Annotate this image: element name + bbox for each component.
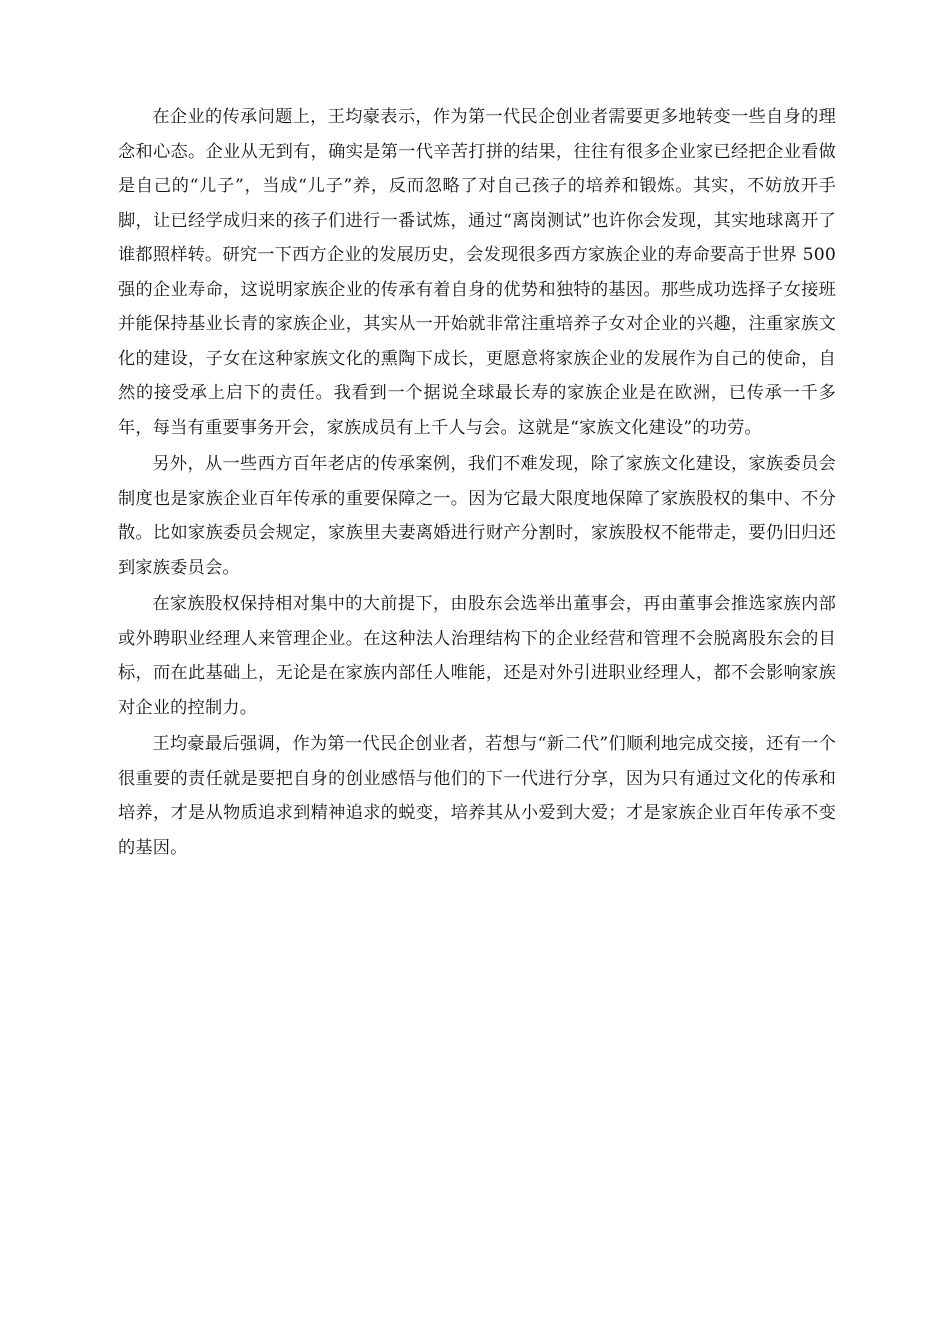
paragraph-2: 另外，从一些西方百年老店的传承案例，我们不难发现，除了家族文化建设，家族委员会制度也是家族企业百年传承的重要保障之一。因为它最大限度地保障了家族股权的集中、不分散。比如家族委员会规定，家族里夫妻离婚进行财产分割时，家族股权不能带走，要仍旧归还到家族委员会。: [118, 454, 836, 578]
paragraph-4: 王均豪最后强调，作为第一代民企创业者，若想与“新二代”们顺利地完成交接，还有一个很重要的责任就是要把自身的创业感悟与他们的下一代进行分享，因为只有通过文化的传承和培养，才是从物质追求到精神追求的蜕变，培养其从小爱到大爱；才是家族企业百年传承不变的基因。: [118, 734, 836, 858]
paragraph-1: 在企业的传承问题上，王均豪表示，作为第一代民企创业者需要更多地转变一些自身的理念和心态。企业从无到有，确实是第一代辛苦打拼的结果，往往有很多企业家已经把企业看做是自己的“儿子”，当成“儿子”养，反而忽略了对自己孩子的培养和锻炼。其实，不妨放开手脚，让已经学成归来的孩子们进行一番试炼，通过“离岗测试”也许你会发现，其实地球离开了谁都照样转。研究一下西方企业的发展历史，会发现很多西方家族企业的寿命要高于世界 500 强的企业寿命，这说明家族企业的传承有着自身的优势和独特的基因。那些成功选择子女接班并能保持基业长青的家族企业，其实从一开始就非常注重培养子女对企业的兴趣，注重家族文化的建设，子女在这种家族文化的熏陶下成长，更愿意将家族企业的发展作为自己的使命，自然的接受承上启下的责任。我看到一个据说全球最长寿的家族企业是在欧洲，已传承一千多年，每当有重要事务开会，家族成员有上千人与会。这就是“家族文化建设”的功劳。: [118, 107, 836, 438]
paragraph-3: 在家族股权保持相对集中的大前提下，由股东会选举出董事会，再由董事会推选家族内部或外聘职业经理人来管理企业。在这种法人治理结构下的企业经营和管理不会脱离股东会的目标，而在此基础上，无论是在家族内部任人唯能，还是对外引进职业经理人，都不会影响家族对企业的控制力。: [118, 594, 836, 718]
document-body: [118, 100, 836, 867]
